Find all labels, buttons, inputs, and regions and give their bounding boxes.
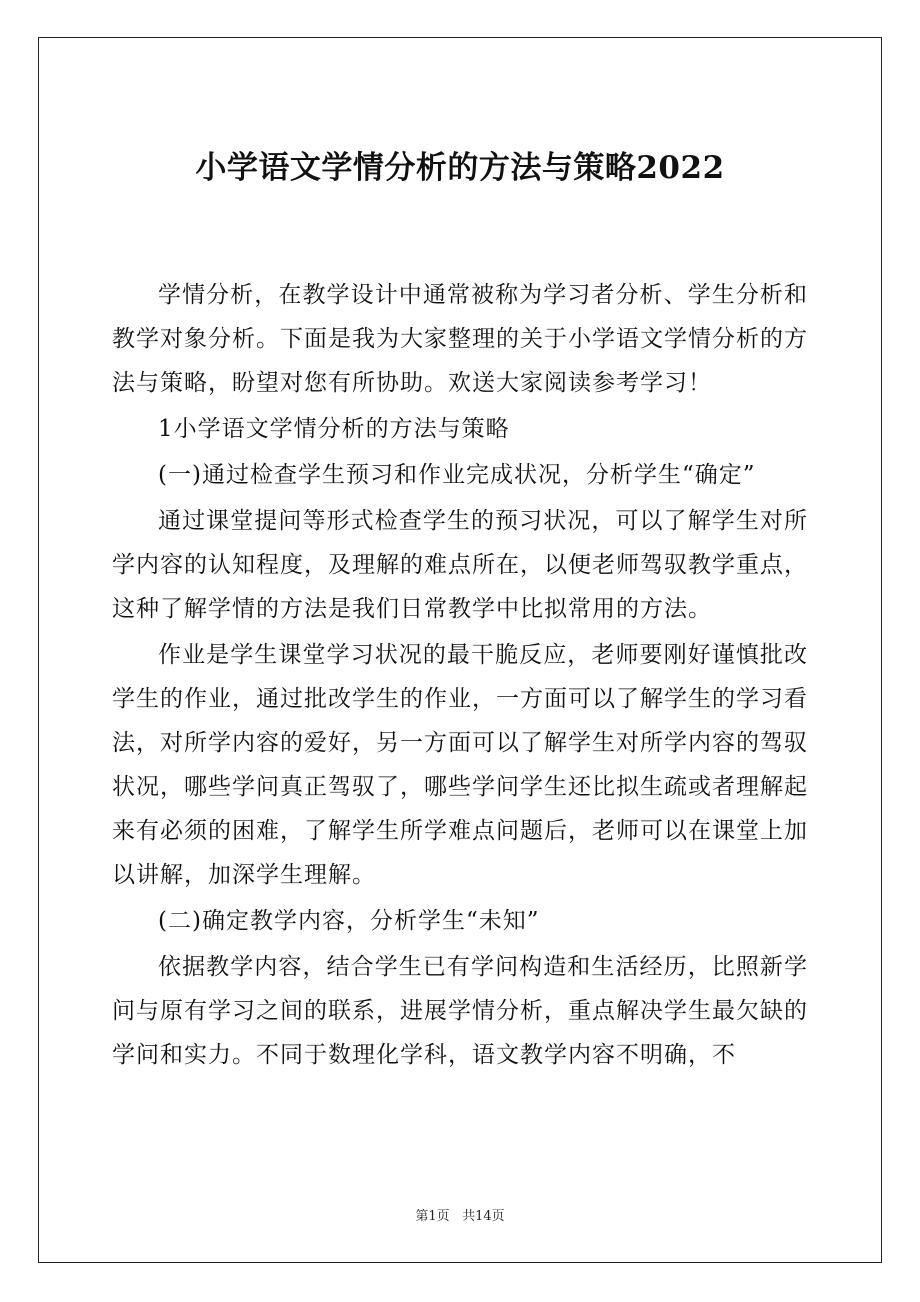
paragraph-intro: 学情分析，在教学设计中通常被称为学习者分析、学生分析和教学对象分析。下面是我为大家整理的关于小学语文学情分析的方法与策略，盼望对您有所协助。欢送大家阅读参考学习！ [112, 282, 808, 396]
page-footer [0, 1208, 920, 1226]
subheading-2: (二)确定教学内容，分析学生“未知” [158, 908, 540, 934]
section-heading-1: 1小学语文学情分析的方法与策略 [158, 416, 510, 442]
subheading-1: (一)通过检查学生预习和作业完成状况，分析学生“确定” [158, 462, 756, 488]
document-title: 小学语文学情分析的方法与策略2022 [195, 150, 725, 186]
paragraph-preview-check: 通过课堂提问等形式检查学生的预习状况，可以了解学生对所学内容的认知程度，及理解的难点所在，以便老师驾驭教学重点，这种了解学情的方法是我们日常教学中比拟常用的方法。 [112, 508, 808, 622]
page-total: 共14页 [462, 1209, 505, 1224]
paragraph-content: 依据教学内容，结合学生已有学问构造和生活经历，比照新学问与原有学习之间的联系，进展学情分析，重点解决学生最欠缺的学问和实力。不同于数理化学科，语文教学内容不明确，不 [112, 954, 808, 1068]
document-body [112, 273, 808, 1077]
paragraph-homework: 作业是学生课堂学习状况的最干脆反应，老师要刚好谨慎批改学生的作业，通过批改学生的作业，一方面可以了解学生的学习看法，对所学内容的爱好，另一方面可以了解学生对所学内容的驾驭状况，哪些学问真正驾驭了，哪些学问学生还比拟生疏或者理解起来有必须的困难，了解学生所学难点问题后，老师可以在课堂上加以讲解，加深学生理解。 [112, 642, 808, 888]
page-number: 第1页 [415, 1209, 450, 1224]
